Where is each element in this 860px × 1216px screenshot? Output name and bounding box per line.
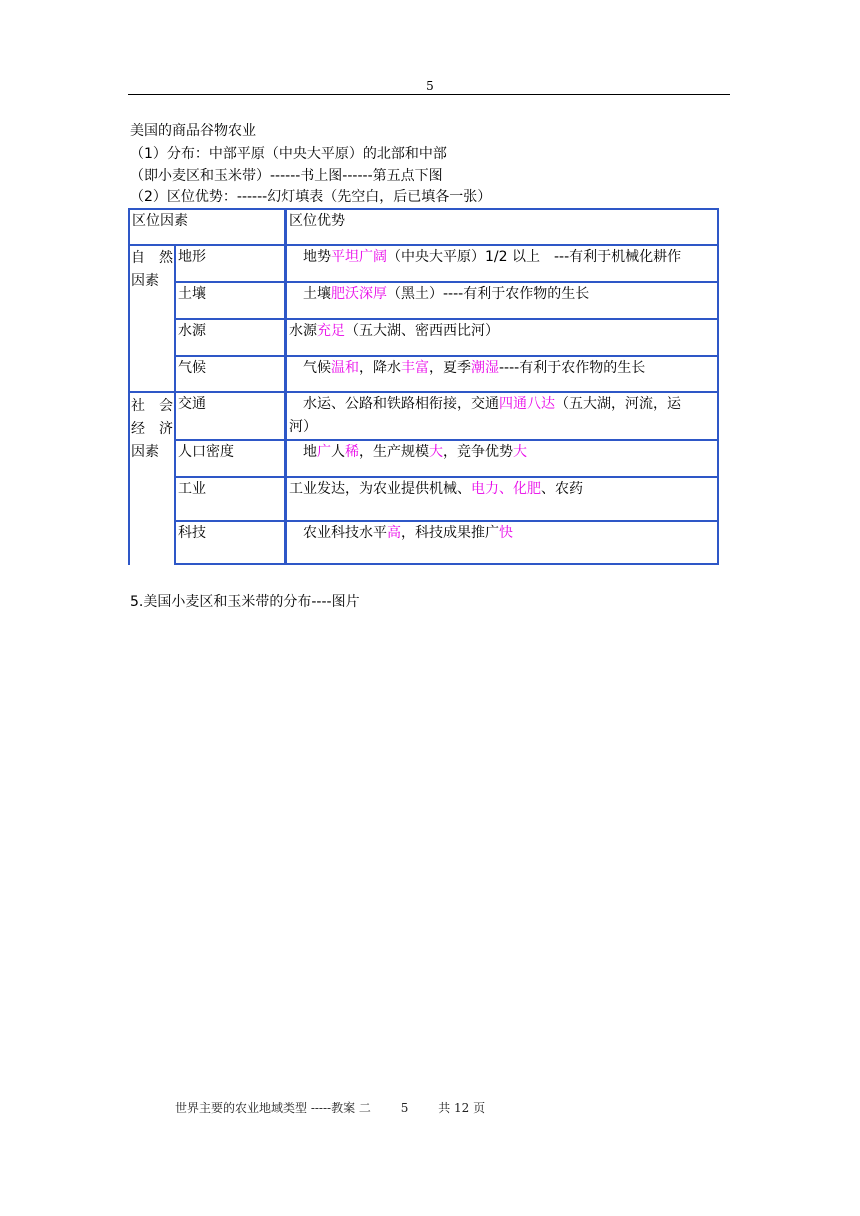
factor-label: 科技 bbox=[178, 525, 206, 541]
table-row bbox=[174, 281, 286, 320]
table-row: 地广人稀，生产规模大，竞争优势大 bbox=[285, 439, 719, 478]
table-row: 气候温和，降水丰富，夏季潮湿----有利于农作物的生长 bbox=[285, 355, 719, 393]
page-number: 5 bbox=[426, 79, 434, 93]
header-rule bbox=[128, 94, 730, 95]
footer-doc-title: 世界主要的农业地域类型 -----教案 二 bbox=[175, 1101, 371, 1115]
footer-total: 共 12 页 bbox=[438, 1101, 486, 1115]
distribution-note: （即小麦区和玉米带）------书上图------第五点下图 bbox=[130, 168, 443, 184]
table-row bbox=[174, 520, 286, 565]
group-label-socioeconomic: 社 会 经 济 因素 bbox=[131, 398, 173, 460]
page-footer bbox=[175, 1099, 485, 1116]
table-row bbox=[174, 476, 286, 522]
table-row bbox=[174, 391, 286, 441]
table-row: 工业发达，为农业提供机械、电力、化肥、农药 bbox=[285, 476, 719, 522]
footer-page: 5 bbox=[400, 1101, 409, 1115]
factor-label: 地形 bbox=[178, 249, 206, 265]
table-row bbox=[174, 318, 286, 357]
distribution-line: （1）分布：中部平原（中央大平原）的北部和中部 bbox=[130, 146, 447, 162]
group-label-natural: 自 然 因素 bbox=[131, 250, 173, 289]
location-advantage-line: （2）区位优势：------幻灯填表（先空白，后已填各一张） bbox=[130, 189, 492, 205]
factor-label: 人口密度 bbox=[178, 444, 234, 460]
table-row: 地势平坦广阔（中央大平原）1/2 以上 ---有利于机械化耕作 bbox=[285, 244, 719, 283]
table-row bbox=[174, 439, 286, 478]
table-row: 水源充足（五大湖、密西西比河） bbox=[285, 318, 719, 357]
table-row: 农业科技水平高，科技成果推广快 bbox=[285, 520, 719, 565]
factor-label: 交通 bbox=[178, 396, 206, 412]
factor-label: 水源 bbox=[178, 323, 206, 339]
table-row bbox=[174, 244, 286, 283]
table-row: 水运、公路和铁路相衔接，交通四通八达（五大湖，河流，运 河） bbox=[285, 391, 719, 441]
section-title: 美国的商品谷物农业 bbox=[130, 123, 256, 139]
factor-label: 气候 bbox=[178, 360, 206, 376]
table-row bbox=[174, 355, 286, 393]
group-separator bbox=[128, 391, 175, 393]
factor-label: 土壤 bbox=[178, 286, 206, 302]
table-left-border bbox=[128, 244, 130, 565]
section-5-title: 5.美国小麦区和玉米带的分布----图片 bbox=[130, 594, 360, 610]
table-row: 土壤肥沃深厚（黑土）----有利于农作物的生长 bbox=[285, 281, 719, 320]
table-header-advantage: 区位优势 bbox=[285, 208, 719, 246]
factor-label: 工业 bbox=[178, 481, 206, 497]
table-header-factor: 区位因素 bbox=[128, 208, 286, 246]
